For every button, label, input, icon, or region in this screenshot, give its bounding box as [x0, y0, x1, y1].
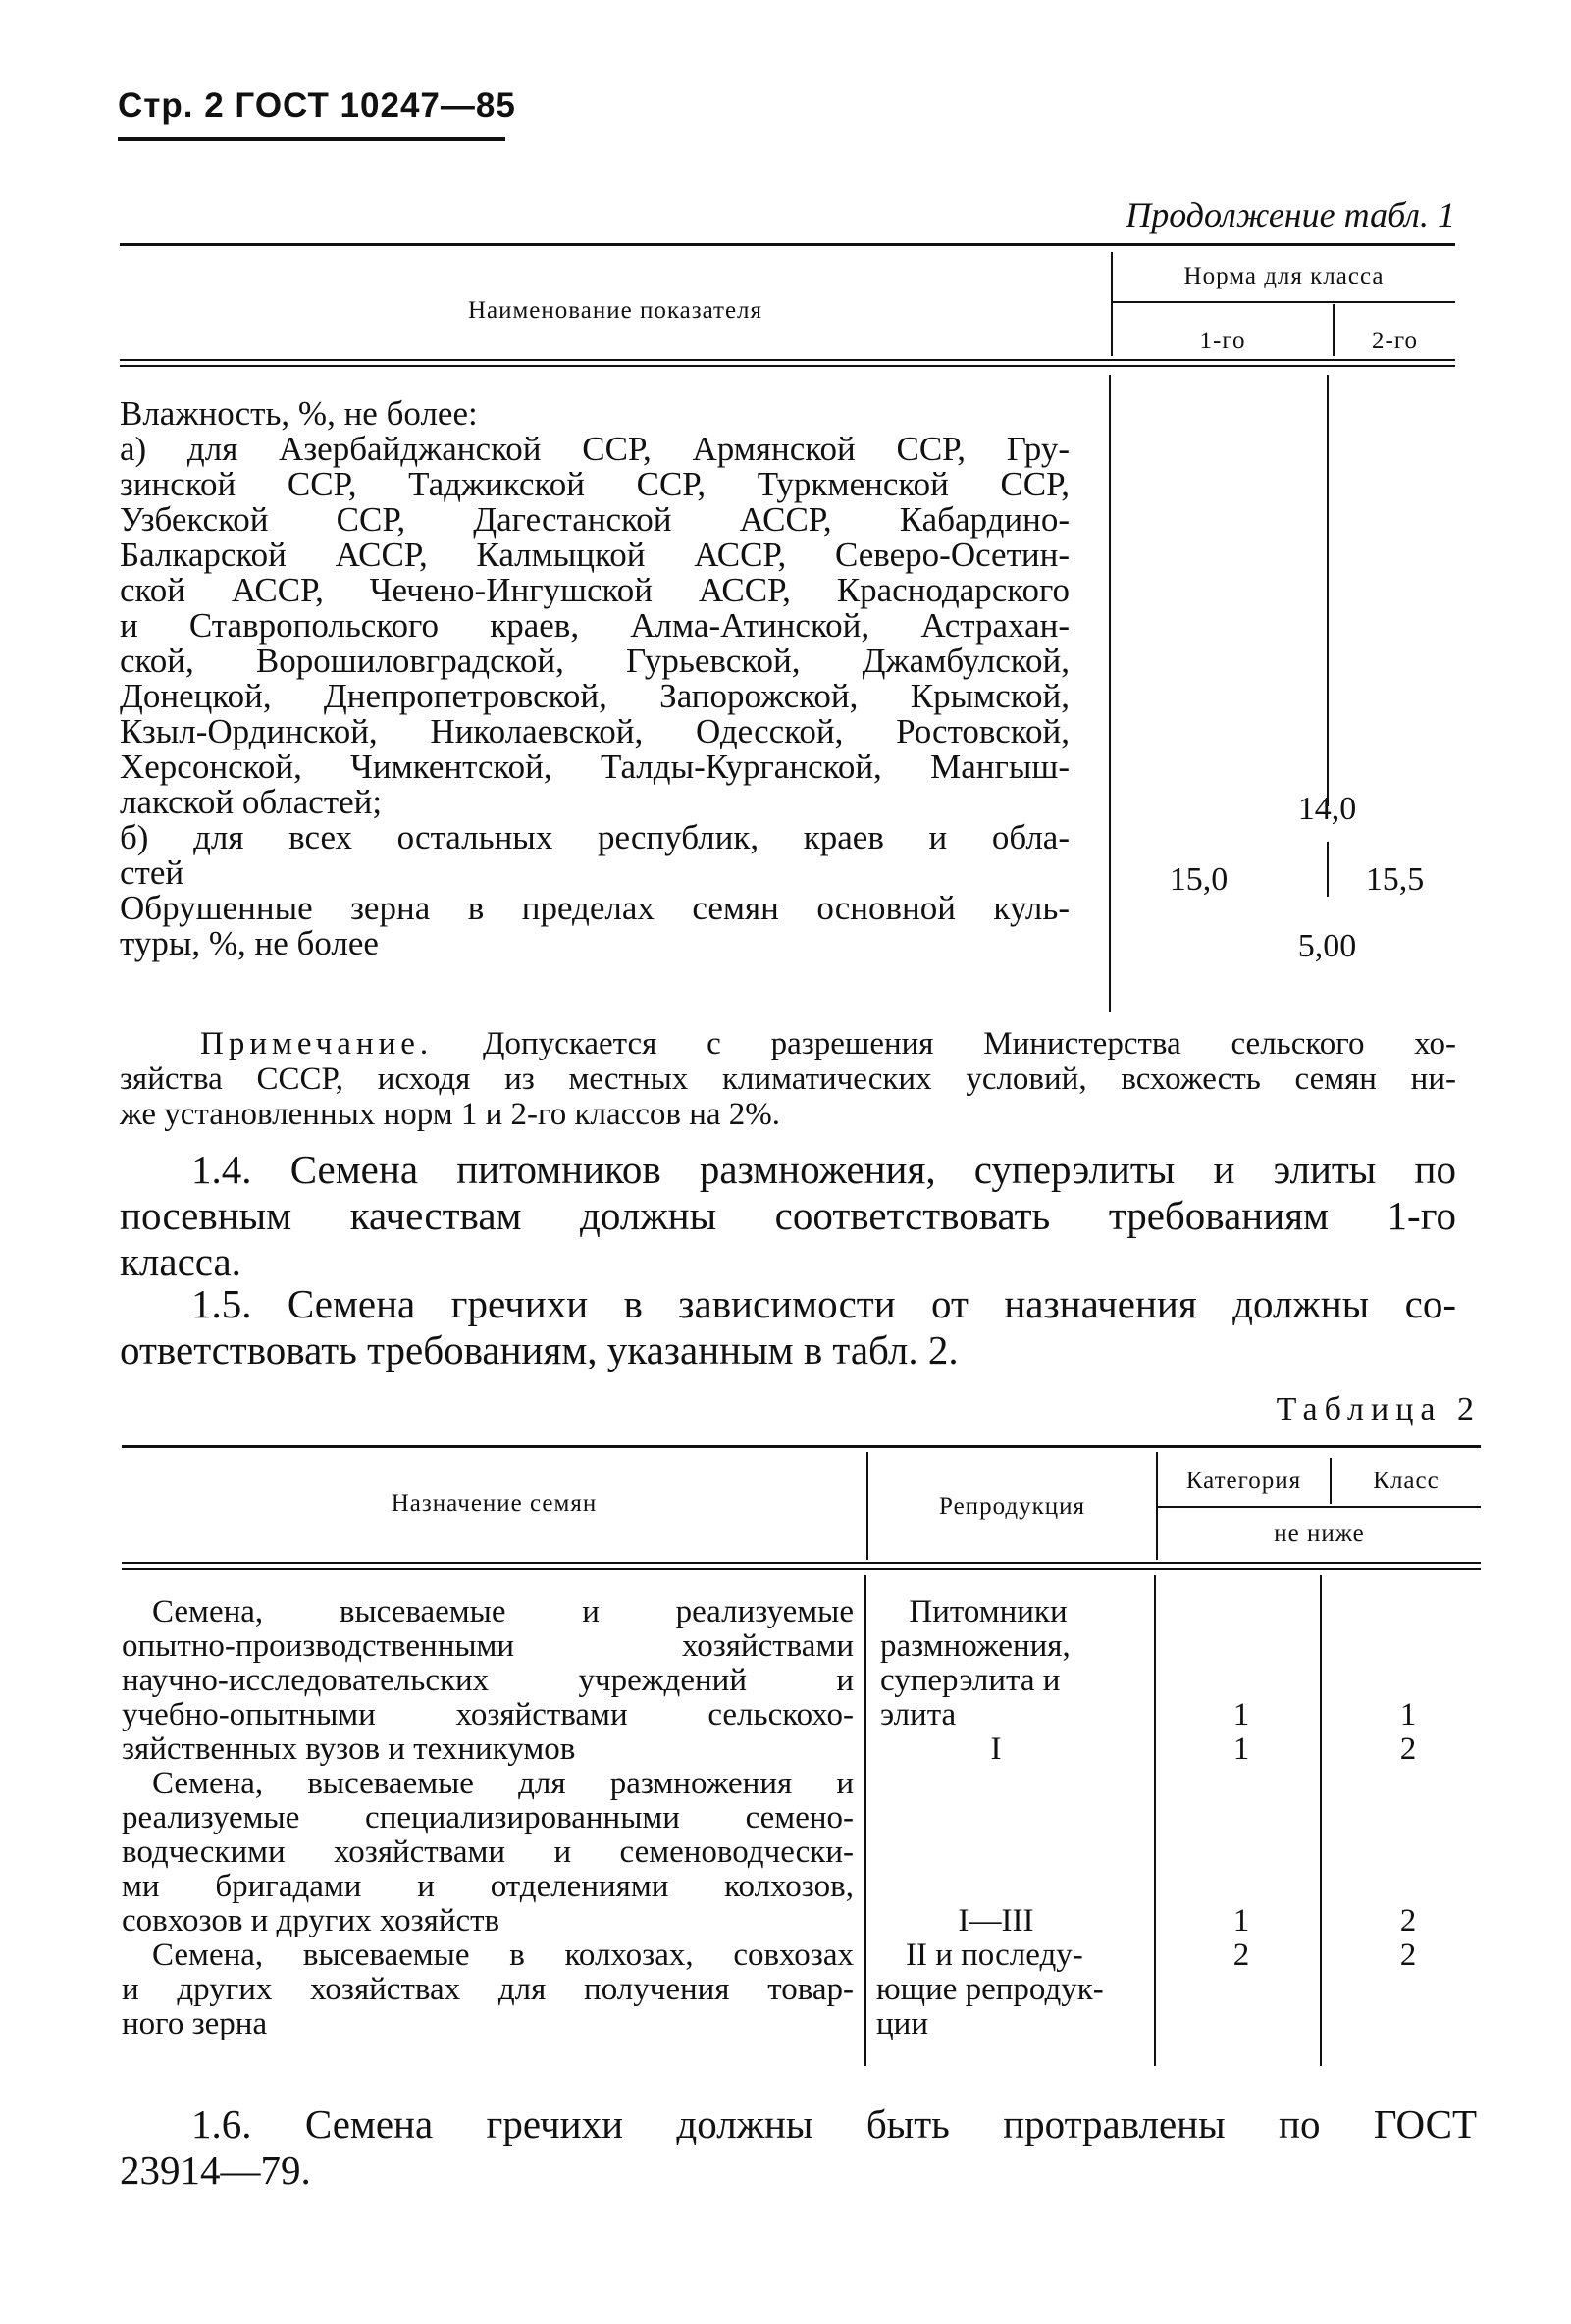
table2-row2-class: 2: [1399, 1903, 1417, 1938]
value-moisture-b-class1: 15,0: [1169, 861, 1229, 898]
paragraph-1-5: [120, 1281, 1456, 1373]
paragraph-line: 1.5. Семена гречихи в зависимости от назначения должны со-: [191, 1281, 1456, 1326]
table2-cell-line: водческими хозяйствами и семеноводчески-: [122, 1834, 854, 1870]
table2-cell-line: I: [990, 1731, 1002, 1767]
table2-cell-line: зяйственных вузов и техникумов: [122, 1731, 576, 1767]
table2-row2-purpose: [122, 1767, 854, 1938]
table1-line: стей: [120, 853, 184, 892]
table2-cell-line: реализуемые специализированными семено-: [122, 1800, 854, 1835]
table2-cell-line: ного зерна: [122, 2006, 268, 2041]
table2-cell-line: 1: [1232, 1731, 1250, 1767]
table1-indicator-text: [120, 396, 1070, 961]
table2-body-divider-3: [1320, 1575, 1322, 2066]
table1-line: Балкарской АССР, Калмыцкой АССР, Северо-Осетин-: [120, 536, 1070, 574]
table2-row1-category: [1197, 1698, 1285, 1767]
table1-line: Обрушенные зерна в пределах семян основной куль-: [120, 889, 1070, 927]
table1-col-name-text: Наименование показателя: [467, 297, 763, 324]
table1-top-rule: [120, 243, 1455, 246]
table2-header-rule-1: [122, 1562, 1481, 1564]
table2-row3-class: 2: [1399, 1937, 1417, 1973]
paragraph-line: ответствовать требованиям, указанным в табл. 2.: [120, 1327, 959, 1372]
table2-cell-line: ции: [876, 2006, 928, 2041]
table1-line: ской АССР, Чечено-Ингушской АССР, Краснодарского: [120, 571, 1070, 609]
table1-col-class2: 2-го: [1372, 328, 1418, 354]
table2-cell-line: элита: [880, 1697, 957, 1732]
table2-cell-line: опытно-производственными хозяйствами: [122, 1628, 854, 1664]
value-hulled: 5,00: [1297, 928, 1357, 964]
value-moisture-a: 14,0: [1297, 791, 1357, 827]
table2-cell-line: ми бригадами и отделениями колхозов,: [122, 1869, 854, 1904]
table2-row1-reproduction: [880, 1595, 1150, 1767]
table1-col-class1: 1-го: [1199, 328, 1246, 354]
table2-col-not-below: не ниже: [1274, 1521, 1365, 1547]
table2-row1-class: [1364, 1698, 1452, 1767]
table1-continuation-label: Продолжение табл. 1: [1126, 195, 1455, 234]
table2-top-rule: [122, 1445, 1481, 1448]
table1-line: туры, %, не более: [120, 924, 379, 962]
table2-cell-line: Семена, высеваемые в колхозах, совхозах: [152, 1937, 854, 1973]
table2-cell-line: 1: [1399, 1697, 1417, 1732]
paragraph-line: 1.4. Семена питомников размножения, суперэлиты и элиты по: [191, 1147, 1456, 1192]
table2-cell-line: учебно-опытными хозяйствами сельскохо-: [122, 1697, 854, 1732]
table2-cell-line: Питомники: [909, 1594, 1068, 1629]
header-underline: [118, 137, 505, 141]
table1-col-name: [120, 297, 1111, 325]
table1-line: и Ставропольского краев, Алма-Атинской, Астрахан-: [120, 606, 1070, 645]
table1-line: Влажность, %, не более:: [120, 394, 478, 433]
table2-header-rule-2: [122, 1568, 1481, 1570]
paragraph-1-6: [120, 2101, 1477, 2194]
table1-line: Узбекской ССР, Дагестанской АССР, Кабардино-: [120, 500, 1070, 539]
table1-line: зинской ССР, Таджикской ССР, Туркменской ССР,: [120, 465, 1070, 503]
table1-body-divider-left: [1109, 375, 1111, 1012]
table2-cell-line: 1: [1232, 1697, 1250, 1732]
paragraph-line: посевным качествам должны соответствовать требованиям 1-го: [120, 1193, 1456, 1238]
paragraph-line: класса.: [120, 1239, 241, 1284]
table2-label: Таблица 2: [1276, 1391, 1481, 1427]
note-text: Допускается с разрешения Министерства сельского хо-: [483, 1026, 1456, 1061]
table2-cell-line: Семена, высеваемые и реализуемые: [152, 1594, 854, 1629]
table2-body-divider-2: [1154, 1575, 1156, 2066]
table1-norm-rule: [1113, 301, 1455, 303]
table1-line: Кзыл-Ординской, Николаевской, Одесской, Ростовской,: [120, 712, 1070, 750]
table1-header-rule-1: [120, 359, 1455, 361]
table1-line: Херсонской, Чимкентской, Талды-Курганской, Мангыш-: [120, 748, 1070, 786]
table2-cell-line: суперэлита и: [880, 1663, 1061, 1698]
note-line-3: же установленных норм 1 и 2-го классов на 2%.: [120, 1097, 781, 1132]
table2-category-rule: [1158, 1506, 1481, 1508]
table2-cell-line: II и последу-: [906, 1937, 1083, 1973]
table1-line: а) для Азербайджанской ССР, Армянской ССР, Гру-: [120, 430, 1070, 468]
table1-line: ской, Ворошиловградской, Гурьевской, Джамбулской,: [120, 642, 1070, 680]
table1-body-divider-mid-lower: [1327, 842, 1329, 897]
table2-row2-reproduction: I—III: [958, 1903, 1034, 1938]
table1-body-divider-mid-upper: [1327, 375, 1329, 806]
table2-row3-purpose: [122, 1938, 854, 2041]
table2-cell-line: и других хозяйствах для получения товар-: [122, 1972, 854, 2007]
table2-cell-line: научно-исследовательских учреждений и: [122, 1663, 854, 1698]
note-line-1: [120, 1026, 1456, 1061]
table2-cell-line: совхозов и других хозяйств: [122, 1903, 500, 1938]
paragraph-line: 23914—79.: [120, 2147, 311, 2193]
paragraph-line: 1.6. Семена гречихи должны быть протравлены по ГОСТ: [191, 2101, 1477, 2146]
note-line-2: зяйства СССР, исходя из местных климатических условий, всхожесть семян ни-: [120, 1061, 1456, 1097]
paragraph-1-4: [120, 1147, 1456, 1285]
table2-row3-reproduction: [876, 1938, 1153, 2041]
table1-line: б) для всех остальных республик, краев и обла-: [120, 818, 1070, 856]
table2-cell-line: размножения,: [880, 1628, 1071, 1664]
table1-header-rule-2: [120, 365, 1455, 367]
page-header: Стр. 2 ГОСТ 10247—85: [118, 86, 516, 125]
table2-cell-line: 2: [1399, 1731, 1417, 1767]
note-label: Примечание.: [200, 1026, 434, 1061]
table2-row2-category: 1: [1232, 1903, 1250, 1938]
table2-col-purpose: Назначение семян: [391, 1490, 598, 1517]
table1-line: Донецкой, Днепропетровской, Запорожской, Крымской,: [120, 677, 1070, 715]
table2-cell-line: ющие репродук-: [876, 1972, 1104, 2007]
table2-body-divider-1: [864, 1575, 866, 2066]
table2-col-class: Класс: [1373, 1468, 1440, 1494]
note-block: [120, 1026, 1456, 1132]
table1-line: лакской областей;: [120, 783, 383, 821]
value-moisture-b-class2: 15,5: [1365, 861, 1425, 898]
table1-col-norm: Норма для класса: [1183, 263, 1385, 289]
table2-col-reproduction: Репродукция: [939, 1493, 1085, 1520]
table2-col-category: Категория: [1185, 1468, 1302, 1494]
table2-row1-purpose: [122, 1595, 854, 1767]
table2-cell-line: Семена, высеваемые для размножения и: [152, 1766, 854, 1801]
table2-row3-category: 2: [1232, 1937, 1250, 1973]
